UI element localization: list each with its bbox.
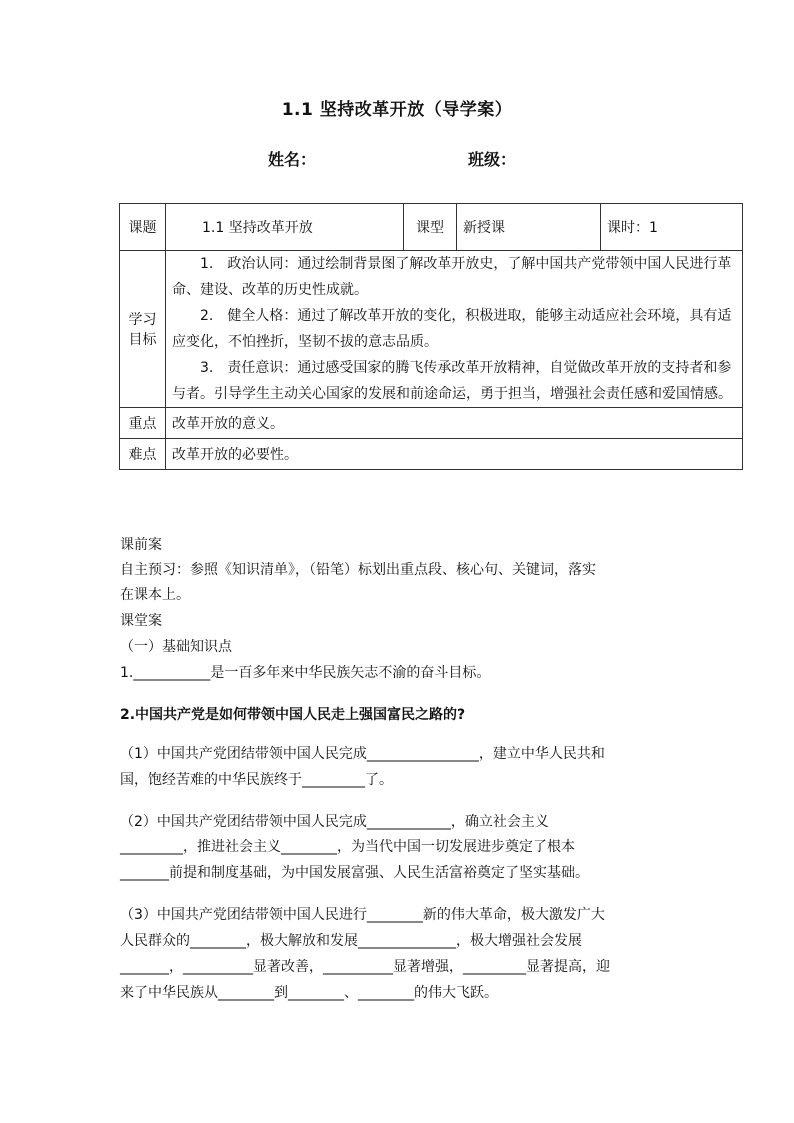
name-label: 姓名： bbox=[268, 150, 317, 169]
page-title: 1.1 坚持改革开放（导学案） bbox=[281, 100, 513, 120]
pre-class-line: 自主预习：参照《知识清单》，（铅笔）标划出重点段、核心句、关键词，落实 bbox=[120, 562, 596, 578]
answer-line: _______，__________显著改善，__________显著增强，_________显著提高，迎 bbox=[120, 959, 610, 975]
topic-value: 1.1 坚持改革开放 bbox=[166, 204, 404, 251]
difficulty-row bbox=[120, 439, 743, 470]
class-label: 班级： bbox=[468, 150, 517, 169]
answer-line: （2）中国共产党团结带领中国人民完成____________，确立社会主义 bbox=[120, 814, 549, 830]
type-value: 新授课 bbox=[457, 204, 601, 251]
section-heading: （一）基础知识点 bbox=[120, 639, 232, 655]
pre-class-line: 在课本上。 bbox=[120, 587, 190, 603]
answer-line: _________，推进社会主义________，为当代中国一切发展进步奠定了根本 bbox=[120, 839, 575, 855]
objective-item: 2. 健全人格：通过了解改革开放的变化，积极进取，能够主动适应社会环境，具有适应变化，不怕挫折，坚韧不拔的意志品质。 bbox=[172, 308, 732, 350]
answer-line: （3）中国共产党团结带领中国人民进行________新的伟大革命，极大激发广大 bbox=[120, 907, 605, 923]
question-1: 1.___________是一百多年来中华民族矢志不渝的奋斗目标。 bbox=[120, 665, 491, 681]
topic-row bbox=[120, 204, 743, 251]
key-point-row bbox=[120, 408, 743, 439]
type-label: 课型 bbox=[404, 204, 457, 251]
in-class-heading: 课堂案 bbox=[120, 613, 162, 629]
objectives-row bbox=[120, 251, 743, 408]
question-2: 2.中国共产党是如何带领中国人民走上强国富民之路的? bbox=[120, 707, 466, 723]
key-point-value: 改革开放的意义。 bbox=[166, 408, 743, 439]
pre-class-heading: 课前案 bbox=[120, 537, 162, 553]
answer-line: _______前提和制度基础，为中国发展富强、人民生活富裕奠定了坚实基础。 bbox=[120, 865, 589, 881]
period-value: 课时：1 bbox=[601, 204, 743, 251]
objective-item: 3. 责任意识：通过感受国家的腾飞传承改革开放精神，自觉做改革开放的支持者和参与者。引导学生主动关心国家的发展和前途命运，勇于担当，增强社会责任感和爱国情感。 bbox=[172, 360, 732, 402]
objectives-content bbox=[166, 251, 743, 408]
key-point-label: 重点 bbox=[120, 408, 166, 439]
difficulty-value: 改革开放的必要性。 bbox=[166, 439, 743, 470]
answer-line: （1）中国共产党团结带领中国人民完成________________，建立中华人民共和 bbox=[120, 746, 605, 762]
topic-label: 课题 bbox=[120, 204, 166, 251]
lesson-info-table bbox=[119, 203, 743, 470]
answer-line: 国，饱经苦难的中华民族终于_________了。 bbox=[120, 772, 393, 788]
objectives-label: 学习 目标 bbox=[120, 251, 166, 408]
answer-line: 来了中华民族从________到________、________的伟大飞跃。 bbox=[120, 985, 498, 1001]
answer-line: 人民群众的________，极大解放和发展______________，极大增强社会发展 bbox=[120, 933, 582, 949]
objective-item: 1. 政治认同：通过绘制背景图了解改革开放史，了解中国共产党带领中国人民进行革命、建设、改革的历史性成就。 bbox=[172, 256, 732, 298]
difficulty-label: 难点 bbox=[120, 439, 166, 470]
